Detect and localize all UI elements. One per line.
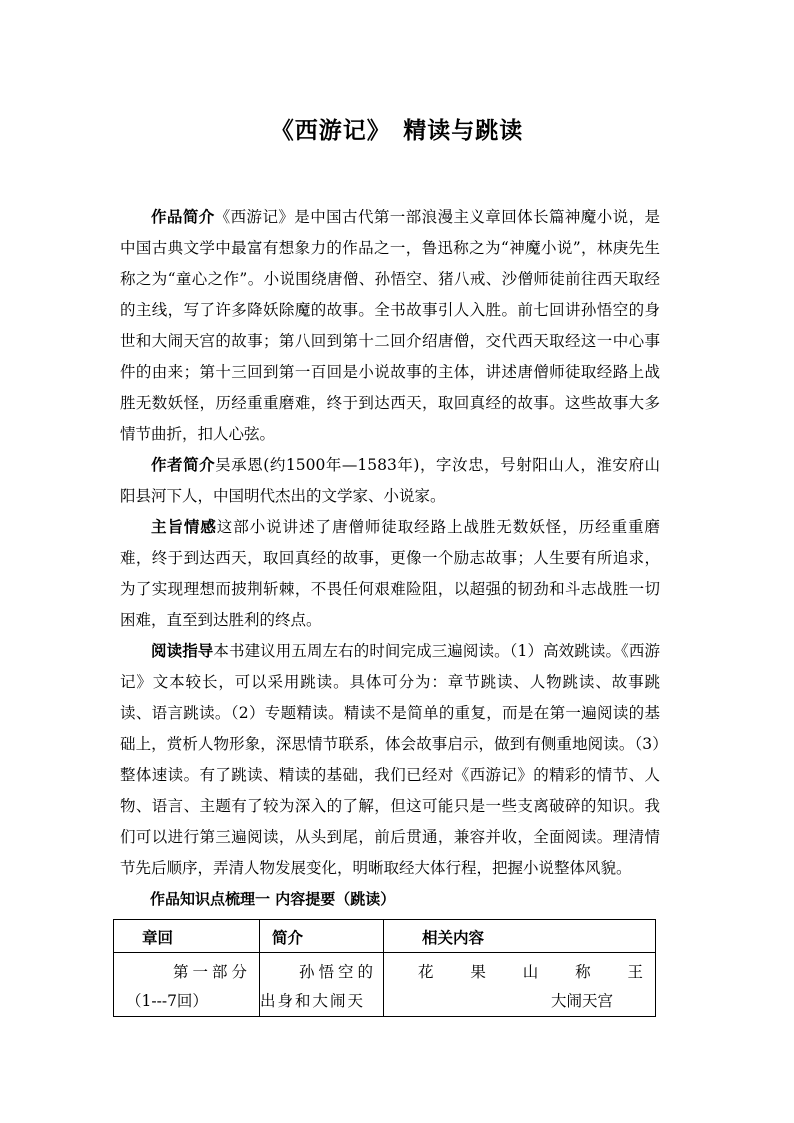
table-row: [114, 953, 656, 1017]
header-label: 相关内容: [422, 928, 485, 947]
section-lead: 作品简介: [151, 207, 215, 226]
content-char: 果: [470, 963, 486, 981]
header-cell-summary: [260, 920, 384, 953]
section-text: 《西游记》是中国古代第一部浪漫主义章回体长篇神魔小说，是中国古典文学中最富有想象力的作品之一，鲁迅称之为“神魔小说”，林庚先生称之为“童心之作”。小说围绕唐僧、孙悟空、猪八戒、沙僧师徒前往西天取经的主线，写了许多降妖除魔的故事。全书故事引人入胜。前七回讲孙悟空的身世和大闹天宫的故事；第八回到第十二回介绍唐僧，交代西天取经这一中心事件的由来；第十三回到第一百回是小说故事的主体，讲述唐僧师徒取经路上战胜无数妖怪，历经重重磨难，终于到达西天，取回真经的故事。这些故事大多情节曲折，扣人心弦。: [120, 208, 660, 443]
header-cell-chapter: [114, 920, 260, 953]
summary-cell: [260, 953, 384, 1017]
chapter-range: （1---7回）: [126, 992, 208, 1010]
content-outline-table: [113, 919, 656, 1017]
section-lead: 主旨情感: [151, 517, 217, 536]
content-line: [384, 958, 655, 987]
content-cell: [384, 953, 656, 1017]
content-char: 王: [627, 963, 643, 981]
header-cell-content: [384, 920, 656, 953]
table-header-row: [114, 920, 656, 953]
content-line: 大闹天宫: [550, 992, 613, 1010]
header-label: 简介: [272, 928, 304, 947]
section-lead: 阅读指导: [151, 641, 214, 660]
paragraph-author-intro: [120, 449, 660, 512]
paragraph-reading-guide: [120, 635, 660, 884]
summary-line: 出身和大闹天: [260, 992, 366, 1010]
outline-title: 作品知识点梳理一 内容提要（跳读）: [150, 890, 396, 908]
header-label: 章回: [142, 928, 174, 947]
paragraph-work-intro: [120, 201, 660, 450]
page-title: 《西游记》 精读与跳读: [270, 117, 524, 144]
section-text: 这部小说讲述了唐僧师徒取经路上战胜无数妖怪，历经重重磨难，终于到达西天，取回真经的故事，更像一个励志故事；人生要有所追求，为了实现理想而披荆斩棘，不畏任何艰难险阻，以超强的韧劲和斗志战胜一切困难，直至到达胜利的终点。: [120, 518, 660, 629]
section-text: 本书建议用五周左右的时间完成三遍阅读。（1）高效跳读。《西游记》文本较长，可以采用跳读。具体可分为：章节跳读、人物跳读、故事跳读、语言跳读。（2）专题精读。精读不是简单的重复，而是在第一遍阅读的基础上，赏析人物形象，深思情节联系，体会故事启示，做到有侧重地阅读。（3）整体速读。有了跳读、精读的基础，我们已经对《西游记》的精彩的情节、人物、语言、主题有了较为深入的了解，但这可能只是一些支离破碎的知识。我们可以进行第三遍阅读，从头到尾，前后贯通，兼容并收，全面阅读。理清情节先后顺序，弄清人物发展变化，明晰取经大体行程，把握小说整体风貌。: [120, 642, 660, 877]
section-lead: 作者简介: [151, 455, 216, 474]
section-text: 吴承恩(约1500年—1583年)，字汝忠，号射阳山人，淮安府山阳县河下人，中国明代杰出的文学家、小说家。: [120, 456, 660, 505]
summary-line: 孙悟空的: [298, 963, 377, 981]
paragraph-theme: [120, 511, 660, 636]
chapter-cell: [114, 953, 260, 1017]
content-char: 称: [575, 963, 591, 981]
chapter-line: 第一部分: [172, 963, 251, 981]
content-char: 花: [418, 963, 434, 981]
content-char: 山: [522, 963, 539, 981]
